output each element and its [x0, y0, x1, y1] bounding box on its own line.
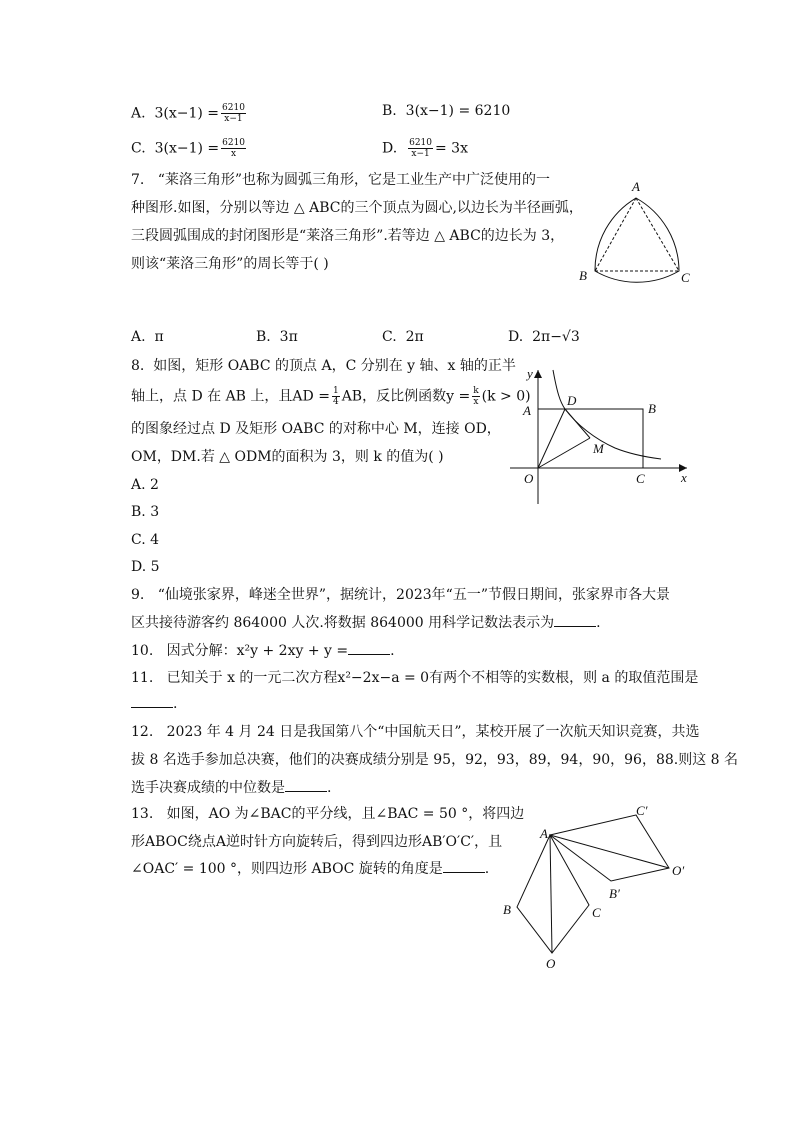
q7-line-2: 种图形.如图，分别以等边 △ ABC的三个顶点为圆心,以边长为半径画弧，: [131, 200, 583, 216]
q6-option-a: A. 3(x−1) = $\frac{6210}{x-1}$: [131, 103, 245, 124]
q8-line-2: 轴上，点 D 在 AB 上，且AD = $\frac{1}{4}$ AB，反比例函数y = $\frac{k}{x}$ (k > 0): [131, 386, 531, 407]
label-b: B: [579, 268, 587, 283]
q8-line-1: 8. 如图，矩形 OABC 的顶点 A，C 分别在 y 轴、x 轴的正半: [131, 358, 516, 374]
segment-om: [538, 438, 590, 468]
q8-line-3: 的图象经过点 D 及矩形 OABC 的对称中心 M，连接 OD，: [131, 421, 501, 437]
q6-option-c: C. 3(x−1) = $\frac{6210}{x}$: [131, 138, 246, 159]
segment-ao: [550, 835, 552, 953]
q8-option-c: C. 4: [131, 532, 160, 548]
q7-option-d: D. 2π−√3: [508, 329, 580, 345]
segment-od: [538, 409, 565, 468]
q12-line-2: 拔 8 名选手参加总决赛，他们的决赛成绩分别是 95，92，93，89，94，90，96，88.则这 8 名: [131, 752, 739, 768]
answer-blank[interactable]: [285, 779, 327, 792]
label-b-prime: B′: [609, 886, 620, 901]
q8-line-4: OM，DM.若 △ ODM的面积为 3，则 k 的值为( ): [131, 449, 444, 465]
label-a: A: [632, 179, 640, 194]
label-c: C: [636, 471, 645, 486]
q13-line-2: 形ABOC绕点A逆时针方向旋转后，得到四边形AB′O′C′，且: [131, 834, 503, 850]
q7-line-3: 三段圆弧围成的封闭图形是“莱洛三角形”.若等边 △ ABC的边长为 3，: [131, 228, 565, 244]
q13-rotation-figure: [496, 805, 706, 975]
answer-blank[interactable]: [554, 614, 596, 627]
q8-option-d: D. 5: [131, 559, 160, 575]
q7-line-1: 7. “莱洛三角形”也称为圆弧三角形，它是工业生产中广泛使用的一: [131, 172, 551, 188]
quad-ab2o2c2: [550, 815, 669, 881]
q6-option-d: D. $\frac{6210}{x-1}$ = 3x: [382, 138, 468, 159]
quad-abo-c: [517, 835, 589, 953]
q7-reuleaux-figure: [575, 176, 695, 291]
q8-option-a: A. 2: [131, 477, 159, 493]
label-o-prime: O′: [672, 863, 685, 878]
q7-line-4: 则该“莱洛三角形”的周长等于( ): [131, 256, 329, 272]
y-axis-arrow: [534, 370, 542, 378]
q13-line-1: 13. 如图，AO 为∠BAC的平分线，且∠BAC = 50 °，将四边: [131, 806, 525, 822]
label-c: C: [681, 270, 690, 285]
q12-line-1: 12. 2023 年 4 月 24 日是我国第八个“中国航天日”，某校开展了一次航天知识竞赛，共选: [131, 724, 700, 740]
label-b: B: [503, 902, 511, 917]
q7-option-c: C. 2π: [382, 329, 424, 345]
q8-coordinate-figure: [505, 362, 695, 507]
q13-line-3: ∠OAC′ = 100 °，则四边形 ABOC 旋转的角度是 .: [131, 861, 490, 877]
label-y: y: [527, 366, 533, 381]
triangle-side-ab: [595, 198, 636, 271]
q10-line: 10. 因式分解：x²y + 2xy + y = .: [131, 643, 395, 659]
q7-option-a: A. π: [131, 329, 164, 345]
q6-option-b: B. 3(x−1) = 6210: [382, 103, 511, 119]
label-a: A: [523, 403, 531, 418]
q11-line-2: .: [131, 695, 177, 713]
reuleaux-outline: [595, 198, 679, 282]
label-d: D: [567, 393, 577, 408]
label-o: O: [524, 471, 534, 486]
answer-blank[interactable]: [131, 695, 173, 708]
q9-line-2: 区共接待游客约 864000 人次.将数据 864000 用科学记数法表示为 .: [131, 615, 601, 631]
q11-line: 11. 已知关于 x 的一元二次方程x²−2x−a = 0有两个不相等的实数根，则 a 的取值范围是: [131, 670, 699, 686]
q12-line-3: 选手决赛成绩的中位数是 .: [131, 780, 332, 796]
label-x: x: [681, 470, 687, 485]
answer-blank[interactable]: [348, 642, 390, 655]
q8-option-b: B. 3: [131, 504, 160, 520]
label-c-prime: C′: [636, 805, 648, 818]
label-a: A: [540, 826, 548, 841]
label-o: O: [546, 956, 556, 971]
label-b: B: [648, 401, 656, 416]
answer-blank[interactable]: [443, 860, 485, 873]
q7-option-b: B. 3π: [256, 329, 298, 345]
segment-dm: [565, 409, 590, 438]
label-m: M: [593, 441, 604, 456]
q9-line-1: 9. “仙境张家界，峰迷全世界”，据统计，2023年“五一”节假日期间，张家界市各大景: [131, 587, 670, 603]
label-c: C: [592, 905, 601, 920]
triangle-side-ac: [636, 198, 679, 271]
